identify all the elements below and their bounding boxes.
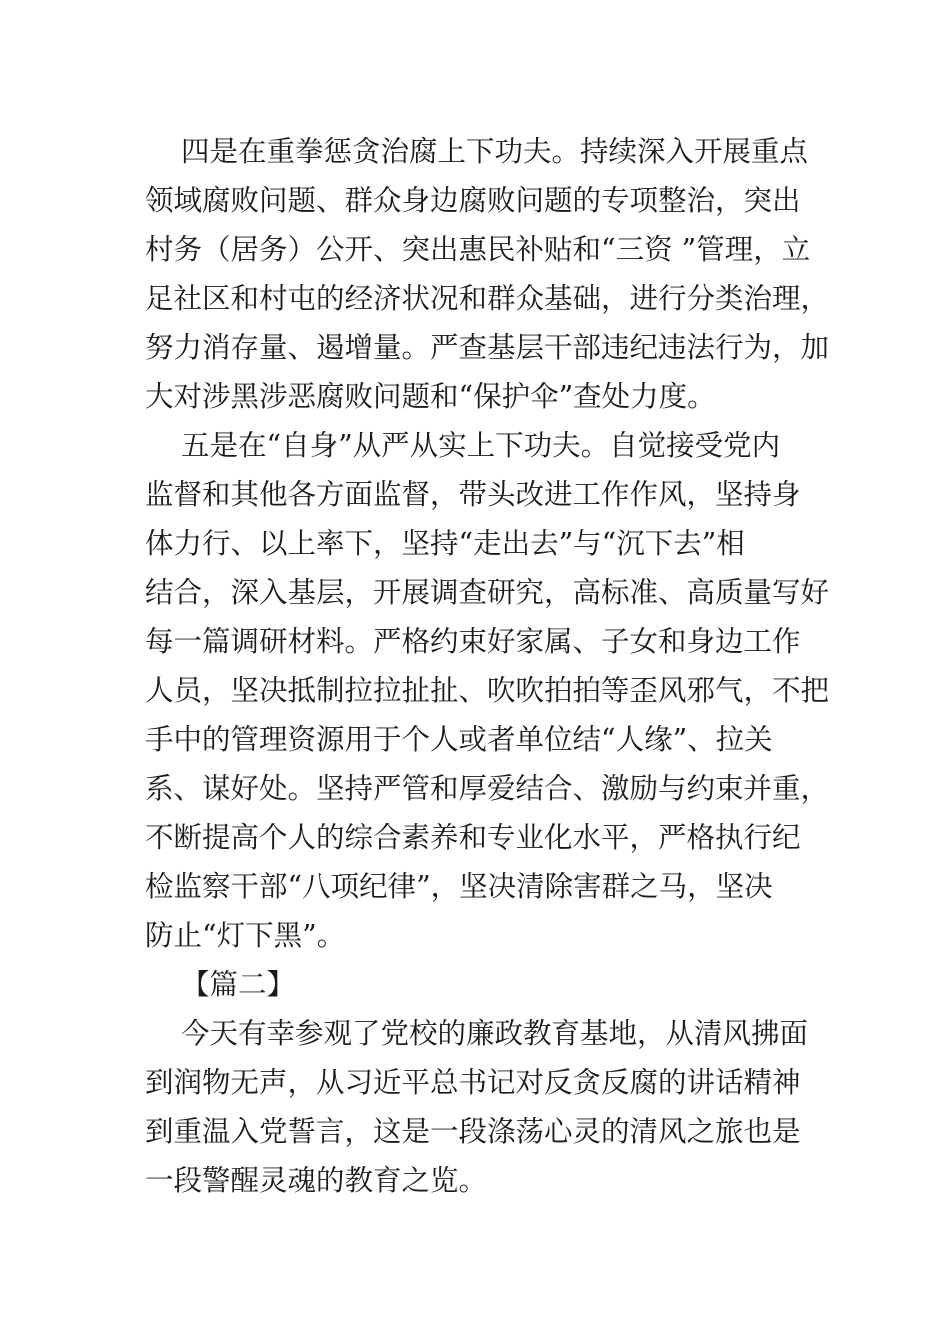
paragraph-line: 领域腐败问题、群众身边腐败问题的专项整治，突出 [145, 184, 801, 217]
paragraph-line: 系、谋好处。坚持严管和厚爱结合、激励与约束并重， [145, 772, 830, 805]
section-heading [145, 960, 825, 1009]
paragraph-6 [145, 1009, 825, 1205]
paragraph-line: 结合，深入基层，开展调查研究，高标准、高质量写好 [145, 576, 830, 609]
paragraph-line: 到重温入党誓言，这是一段涤荡心灵的清风之旅也是 [145, 1115, 801, 1148]
paragraph-line: 今天有幸参观了党校的廉政教育基地，从清风拂面 [181, 1017, 809, 1050]
document-body [145, 127, 830, 1205]
section-heading-text: 【篇二】 [181, 968, 296, 1001]
paragraph-line: 体力行、以上率下，坚持“走出去”与“沉下去”相 [145, 527, 745, 560]
paragraph-4 [145, 127, 830, 421]
paragraph-line: 不断提高个人的综合素养和专业化水平，严格执行纪 [145, 821, 801, 854]
paragraph-line: 每一篇调研材料。严格约束好家属、子女和身边工作 [145, 625, 801, 658]
paragraph-line: 努力消存量、遏增量。严查基层干部违纪违法行为，加 [145, 331, 830, 364]
paragraph-line: 人员，坚决抵制拉拉扯扯、吹吹拍拍等歪风邪气，不把 [145, 674, 830, 707]
paragraph-line: 检监察干部“八项纪律”，坚决清除害群之马，坚决 [145, 870, 773, 903]
paragraph-line: 到润物无声，从习近平总书记对反贪反腐的讲话精神 [145, 1066, 801, 1099]
paragraph-line: 五是在“自身”从严从实上下功夫。自觉接受党内 [181, 429, 781, 462]
paragraph-line: 足社区和村屯的经济状况和群众基础，进行分类治理， [145, 282, 830, 315]
paragraph-line: 监督和其他各方面监督，带头改进工作作风，坚持身 [145, 478, 801, 511]
paragraph-line: 大对涉黑涉恶腐败问题和“保护伞”查处力度。 [145, 380, 716, 413]
paragraph-line: 手中的管理资源用于个人或者单位结“人缘”、拉关 [145, 723, 773, 756]
paragraph-line: 村务（居务）公开、突出惠民补贴和“三资 ”管理，立 [145, 233, 811, 266]
paragraph-line: 四是在重拳惩贪治腐上下功夫。持续深入开展重点 [181, 135, 809, 168]
paragraph-line: 防止“灯下黑”。 [145, 919, 346, 952]
paragraph-line: 一段警醒灵魂的教育之览。 [145, 1164, 488, 1197]
paragraph-5 [145, 421, 830, 960]
